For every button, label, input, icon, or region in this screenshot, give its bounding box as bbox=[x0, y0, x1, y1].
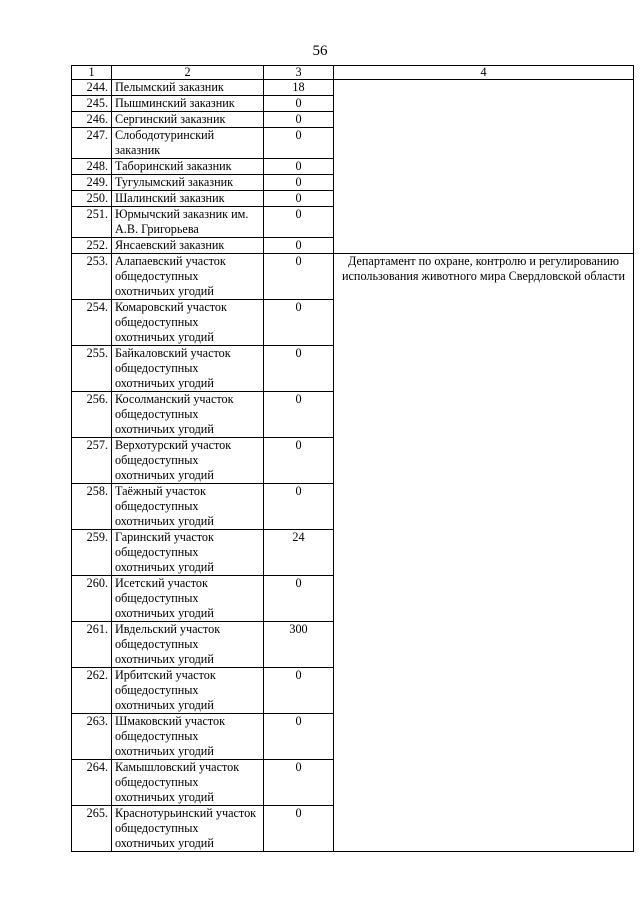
row-number: 258. bbox=[72, 484, 112, 530]
row-value: 0 bbox=[264, 191, 334, 207]
row-name: Исетский участок общедоступных охотничьих угодий bbox=[112, 576, 264, 622]
row-number: 264. bbox=[72, 760, 112, 806]
row-value: 0 bbox=[264, 175, 334, 191]
row-value: 0 bbox=[264, 207, 334, 238]
row-value: 0 bbox=[264, 238, 334, 254]
row-value: 0 bbox=[264, 254, 334, 300]
row-name: Таёжный участок общедоступных охотничьих угодий bbox=[112, 484, 264, 530]
row-number: 261. bbox=[72, 622, 112, 668]
row-value: 0 bbox=[264, 714, 334, 760]
row-number: 255. bbox=[72, 346, 112, 392]
row-number: 254. bbox=[72, 300, 112, 346]
row-number: 259. bbox=[72, 530, 112, 576]
row-name: Алапаевский участок общедоступных охотничьих угодий bbox=[112, 254, 264, 300]
row-value: 0 bbox=[264, 128, 334, 159]
column-header-4: 4 bbox=[334, 66, 634, 80]
row-name: Шалинский заказник bbox=[112, 191, 264, 207]
column-header-1: 1 bbox=[72, 66, 112, 80]
responsible-body bbox=[334, 254, 634, 852]
row-name: Таборинский заказник bbox=[112, 159, 264, 175]
row-number: 260. bbox=[72, 576, 112, 622]
row-name: Слободотуринский заказник bbox=[112, 128, 264, 159]
table-header-row bbox=[72, 66, 634, 80]
column-header-2: 2 bbox=[112, 66, 264, 80]
row-value: 0 bbox=[264, 159, 334, 175]
row-name: Пышминский заказник bbox=[112, 96, 264, 112]
row-number: 251. bbox=[72, 207, 112, 238]
row-value: 0 bbox=[264, 484, 334, 530]
row-value: 0 bbox=[264, 760, 334, 806]
row-number: 252. bbox=[72, 238, 112, 254]
row-value: 0 bbox=[264, 346, 334, 392]
row-number: 257. bbox=[72, 438, 112, 484]
row-number: 247. bbox=[72, 128, 112, 159]
row-number: 256. bbox=[72, 392, 112, 438]
row-value: 18 bbox=[264, 80, 334, 96]
page-number: 56 bbox=[312, 43, 328, 59]
row-name: Косолманский участок общедоступных охотничьих угодий bbox=[112, 392, 264, 438]
row-number: 253. bbox=[72, 254, 112, 300]
row-value: 0 bbox=[264, 392, 334, 438]
row-name: Байкаловский участок общедоступных охотничьих угодий bbox=[112, 346, 264, 392]
row-name: Комаровский участок общедоступных охотничьих угодий bbox=[112, 300, 264, 346]
table-row bbox=[72, 80, 634, 96]
row-value: 0 bbox=[264, 438, 334, 484]
row-number: 262. bbox=[72, 668, 112, 714]
responsible-body-empty bbox=[334, 80, 634, 254]
row-name: Шмаковский участок общедоступных охотничьих угодий bbox=[112, 714, 264, 760]
row-value: 0 bbox=[264, 668, 334, 714]
row-value: 0 bbox=[264, 96, 334, 112]
hunting-grounds-table bbox=[71, 65, 634, 852]
row-number: 265. bbox=[72, 806, 112, 852]
row-value: 24 bbox=[264, 530, 334, 576]
table-row bbox=[72, 254, 634, 300]
row-value: 300 bbox=[264, 622, 334, 668]
department-name: Департамент по охране, контролю и регулированию использования животного мира Свердловской области bbox=[341, 254, 625, 283]
row-number: 250. bbox=[72, 191, 112, 207]
row-name: Верхотурский участок общедоступных охотничьих угодий bbox=[112, 438, 264, 484]
row-number: 245. bbox=[72, 96, 112, 112]
row-number: 249. bbox=[72, 175, 112, 191]
row-name: Сергинский заказник bbox=[112, 112, 264, 128]
row-value: 0 bbox=[264, 112, 334, 128]
row-name: Камышловский участок общедоступных охотничьих угодий bbox=[112, 760, 264, 806]
row-name: Янсаевский заказник bbox=[112, 238, 264, 254]
row-name: Краснотурьинский участок общедоступных охотничьих угодий bbox=[112, 806, 264, 852]
row-value: 0 bbox=[264, 300, 334, 346]
row-name: Ирбитский участок общедоступных охотничьих угодий bbox=[112, 668, 264, 714]
row-number: 244. bbox=[72, 80, 112, 96]
row-number: 263. bbox=[72, 714, 112, 760]
row-value: 0 bbox=[264, 806, 334, 852]
row-value: 0 bbox=[264, 576, 334, 622]
row-name: Пелымский заказник bbox=[112, 80, 264, 96]
row-name: Тугулымский заказник bbox=[112, 175, 264, 191]
row-number: 246. bbox=[72, 112, 112, 128]
column-header-3: 3 bbox=[264, 66, 334, 80]
row-name: Гаринский участок общедоступных охотничьих угодий bbox=[112, 530, 264, 576]
row-name: Юрмычский заказник им. А.В. Григорьева bbox=[112, 207, 264, 238]
row-number: 248. bbox=[72, 159, 112, 175]
row-name: Ивдельский участок общедоступных охотничьих угодий bbox=[112, 622, 264, 668]
